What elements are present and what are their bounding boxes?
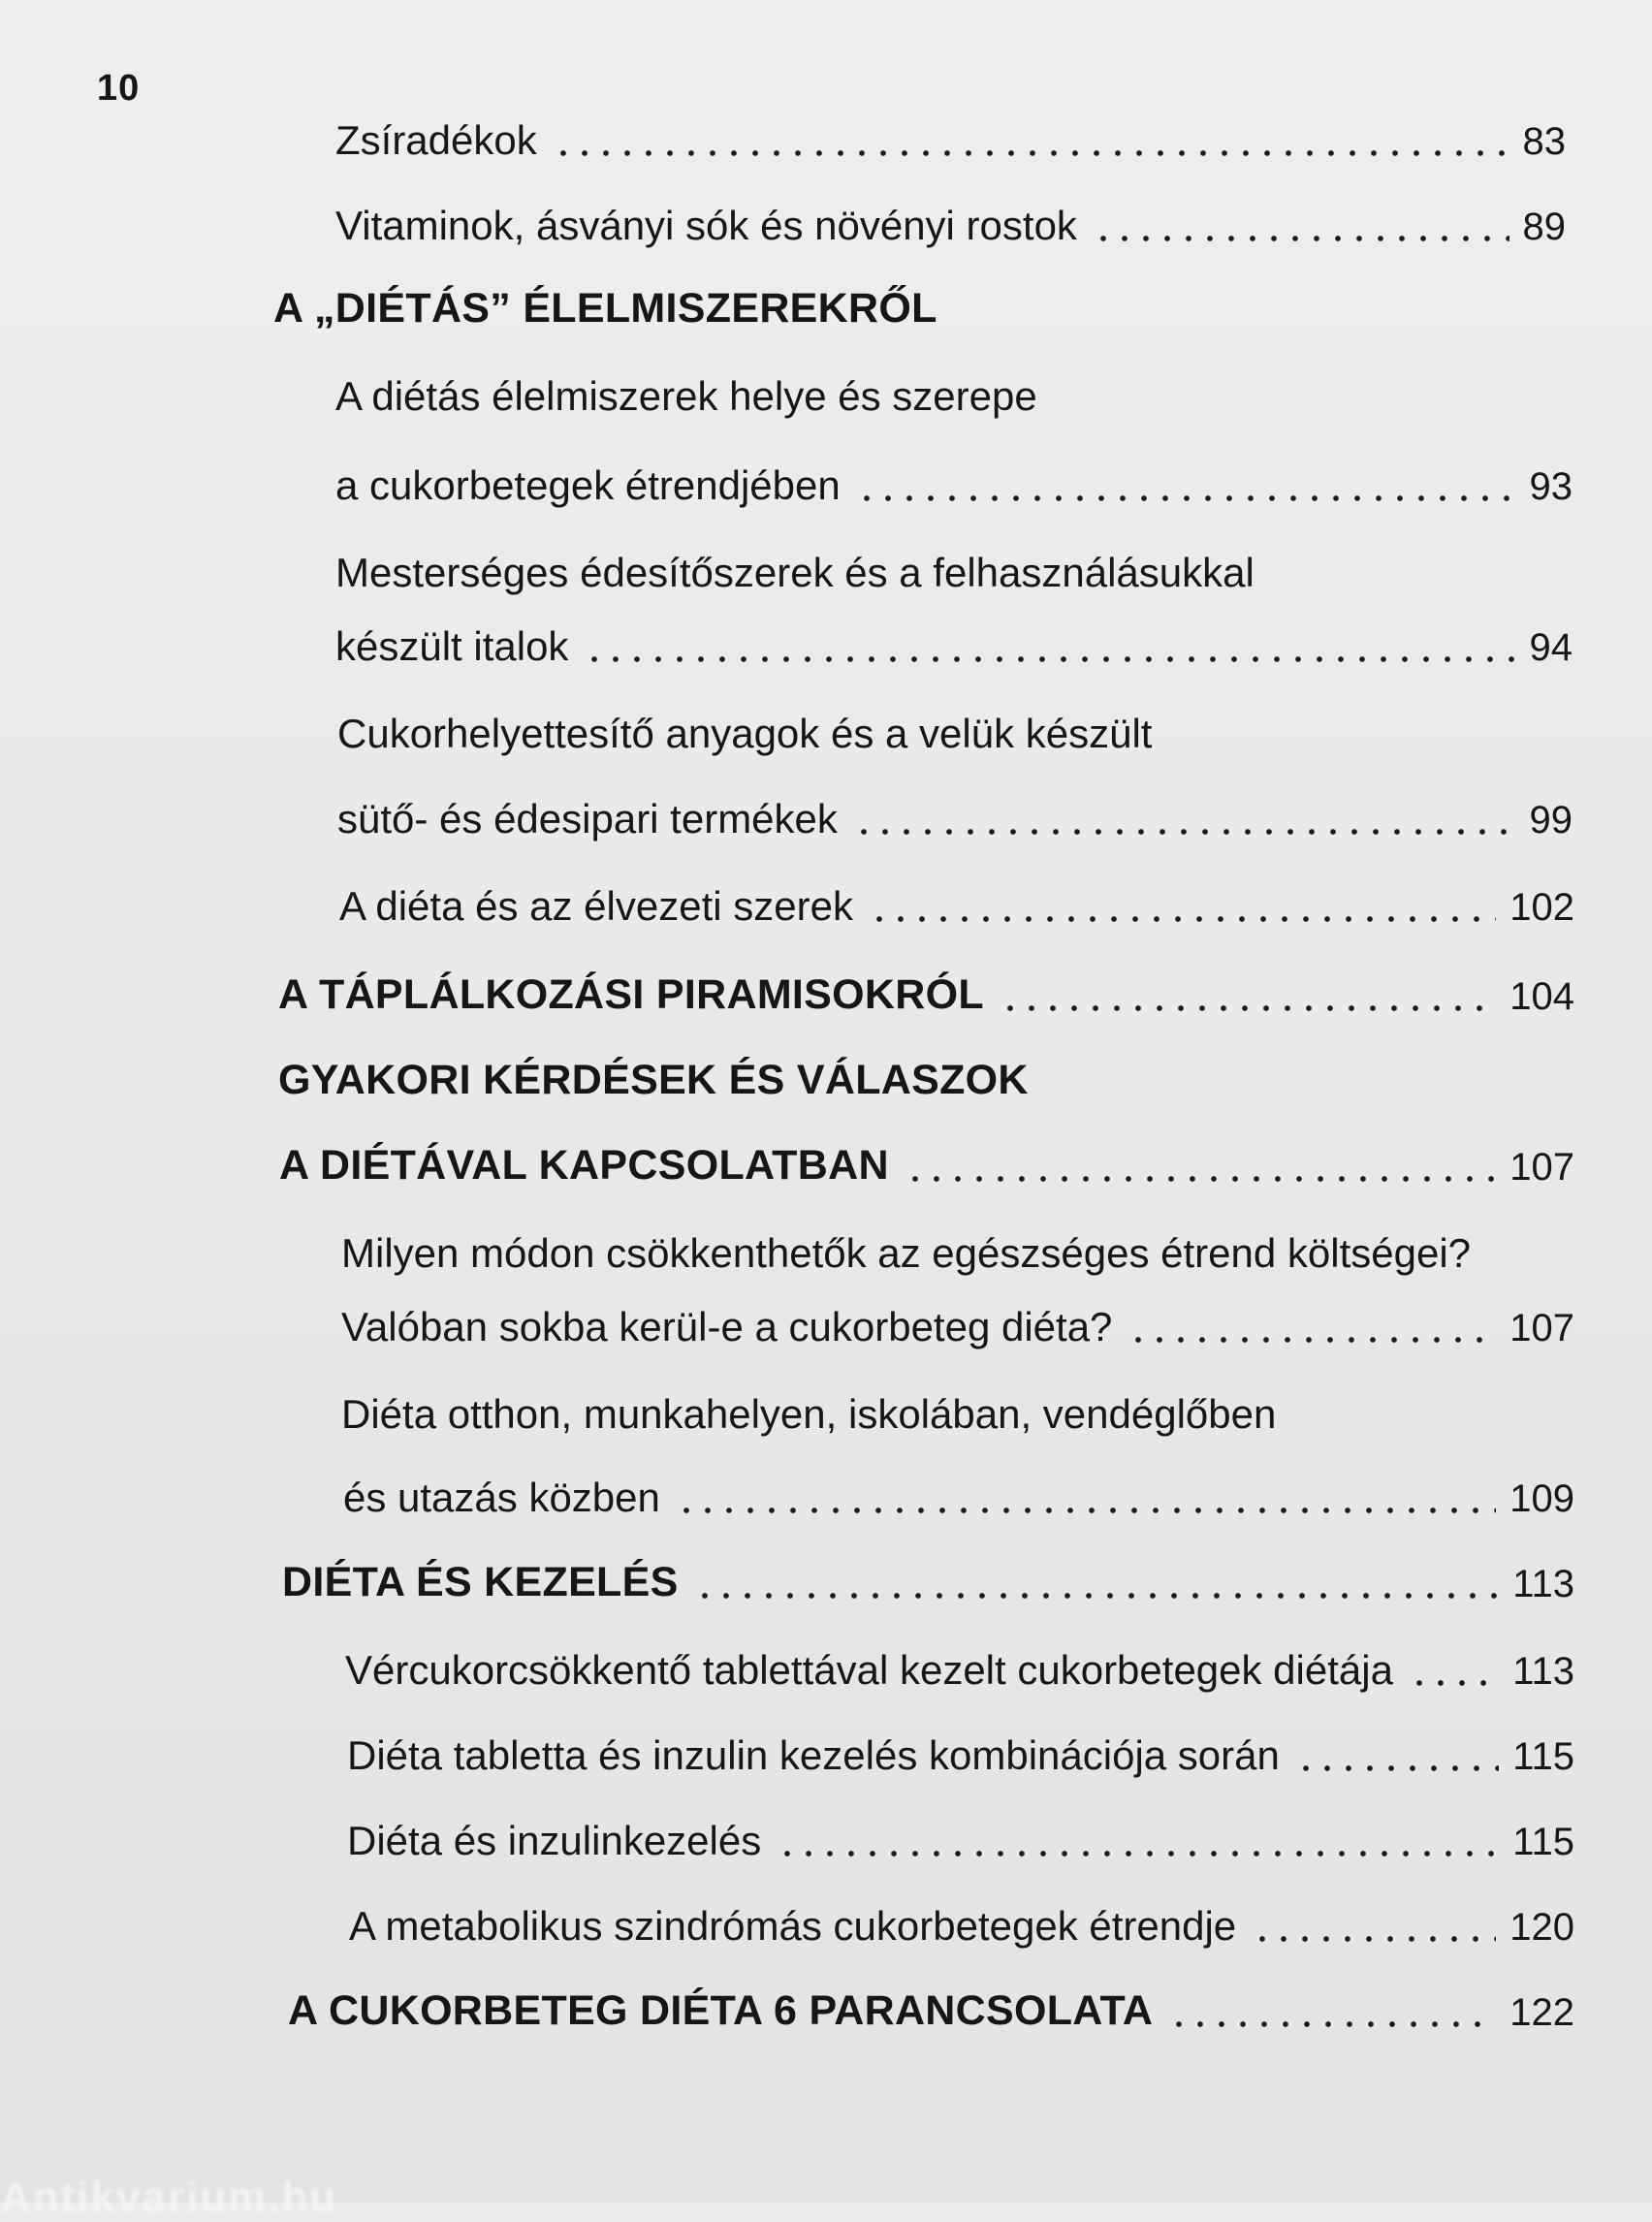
toc-entry-title: GYAKORI KÉRDÉSEK ÉS VÁLASZOK — [278, 1056, 1029, 1103]
dot-leader — [676, 1507, 1496, 1514]
toc-entry-title: A diéta és az élvezeti szerek — [339, 882, 853, 929]
toc-entry-title: Diéta otthon, munkahelyen, iskolában, vendéglőben — [341, 1390, 1277, 1437]
toc-entry-title: A „DIÉTÁS” ÉLELMISZEREKRŐL — [273, 284, 937, 332]
toc-entry-dietas-helye-1 — [335, 361, 1037, 419]
toc-entry-dieta-kezeles — [282, 1547, 1574, 1605]
toc-entry-page-number: 109 — [1509, 1477, 1574, 1520]
toc-entry-title: Diéta és inzulinkezelés — [347, 1817, 762, 1863]
dot-leader — [584, 655, 1515, 663]
toc-entry-page-number: 120 — [1509, 1906, 1574, 1949]
toc-entry-elvezeti-szerek — [339, 871, 1574, 929]
dot-leader — [1000, 1004, 1496, 1012]
toc-entry-edesitok-2 — [335, 611, 1573, 669]
dot-leader — [856, 494, 1516, 502]
toc-entry-page-number: 102 — [1509, 886, 1574, 929]
toc-entry-title: Vitaminok, ásványi sók és növényi rostok — [335, 202, 1077, 248]
toc-entry-title: a cukorbetegek étrendjében — [335, 461, 841, 508]
toc-entry-parancsolat — [288, 1976, 1574, 2034]
toc-entry-piramisok — [278, 960, 1574, 1018]
dot-leader — [1128, 1336, 1496, 1344]
watermark-text: Antikvarium.hu — [0, 2174, 338, 2221]
toc-entry-koltsegek-1 — [341, 1218, 1471, 1276]
dot-leader — [777, 1850, 1499, 1857]
dot-leader — [869, 915, 1496, 923]
toc-entry-title: A metabolikus szindrómás cukorbetegek étrendje — [349, 1902, 1237, 1949]
page-number: 10 — [97, 68, 141, 109]
toc-entry-title: A diétás élelmiszerek helye és szerepe — [335, 372, 1037, 419]
toc-entry-vitaminok — [335, 190, 1566, 248]
toc-entry-gyakori-1 — [278, 1045, 1029, 1103]
toc-entry-title: Milyen módon csökkenthetők az egészséges étrend költségei? — [341, 1229, 1472, 1276]
toc-entry-cukorhelyettesito-1 — [337, 698, 1152, 756]
toc-entry-page-number: 104 — [1509, 975, 1574, 1018]
toc-entry-page-number: 83 — [1522, 120, 1566, 163]
toc-entry-dietas-elelmiszerekrol — [273, 273, 937, 332]
toc-entry-title: DIÉTA ÉS KEZELÉS — [282, 1558, 679, 1605]
toc-entry-title: Cukorhelyettesítő anyagok és a velük készült — [337, 710, 1153, 756]
toc-entry-page-number: 107 — [1509, 1307, 1574, 1349]
dot-leader — [694, 1592, 1500, 1600]
dot-leader — [1093, 235, 1509, 242]
dot-leader — [553, 149, 1509, 157]
toc-entry-page-number: 107 — [1509, 1146, 1574, 1189]
toc-entry-kombinacio — [347, 1720, 1574, 1778]
toc-entry-page-number: 115 — [1512, 1821, 1574, 1863]
dot-leader — [1168, 2020, 1496, 2028]
dot-leader — [1252, 1935, 1496, 1943]
toc-entry-page-number: 113 — [1512, 1563, 1574, 1605]
toc-entry-title: Mesterséges édesítőszerek és a felhasználásukkal — [335, 549, 1255, 595]
toc-entry-dietas-helye-2 — [335, 450, 1573, 508]
toc-entry-otthon-2 — [343, 1462, 1574, 1520]
toc-entry-title: és utazás közben — [343, 1474, 660, 1520]
dot-leader — [905, 1175, 1496, 1183]
dot-leader — [1295, 1764, 1499, 1772]
toc-entry-cukorhelyettesito-2 — [337, 783, 1573, 841]
toc-entry-zsiradekok — [335, 105, 1566, 163]
toc-entry-page-number: 93 — [1529, 465, 1573, 508]
toc-entry-koltsegek-2 — [341, 1291, 1574, 1349]
toc-entry-inzulin — [347, 1805, 1574, 1863]
dot-leader — [853, 828, 1516, 836]
toc-entry-title: készült italok — [335, 622, 569, 669]
toc-entry-page-number: 122 — [1509, 1991, 1574, 2034]
toc-entry-page-number: 115 — [1512, 1735, 1574, 1778]
dot-leader — [1409, 1679, 1499, 1687]
toc-entry-gyakori-2 — [279, 1130, 1574, 1189]
toc-entry-title: Valóban sokba kerül-e a cukorbeteg diéta? — [341, 1303, 1113, 1349]
toc-entry-page-number: 99 — [1529, 799, 1573, 841]
toc-entry-edesitok-1 — [335, 537, 1255, 595]
toc-entry-title: sütő- és édesipari termékek — [337, 795, 838, 841]
toc-entry-title: Zsíradékok — [335, 116, 537, 163]
toc-entry-title: A DIÉTÁVAL KAPCSOLATBAN — [279, 1141, 889, 1189]
toc-entry-tabletta — [345, 1635, 1574, 1693]
toc-entry-metabolikus — [349, 1890, 1574, 1949]
toc-entry-title: Vércukorcsökkentő tablettával kezelt cukorbetegek diétája — [345, 1646, 1393, 1693]
toc-entry-title: Diéta tabletta és inzulin kezelés kombinációja során — [347, 1731, 1280, 1778]
toc-entry-page-number: 94 — [1529, 626, 1573, 669]
toc-entry-page-number: 113 — [1512, 1650, 1574, 1693]
toc-entry-title: A CUKORBETEG DIÉTA 6 PARANCSOLATA — [288, 1986, 1154, 2034]
toc-entry-otthon-1 — [341, 1379, 1276, 1437]
toc-entry-page-number: 89 — [1522, 206, 1566, 248]
toc-entry-title: A TÁPLÁLKOZÁSI PIRAMISOKRÓL — [278, 970, 984, 1018]
